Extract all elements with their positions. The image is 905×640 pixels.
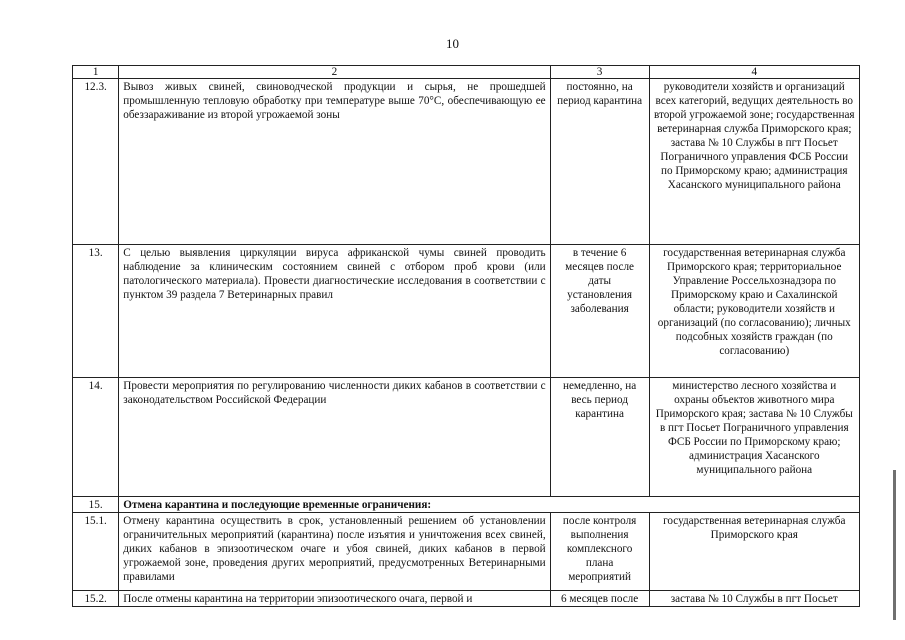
responsible-text: руководители хозяйств и организаций всех категорий, ведущих деятельность во второй угрожаемой зоне; государственная ветеринарная служба Приморского края; застава № 10 Службы в пгт Посьет Пограничного управления ФСБ России по Приморскому краю; администрация Хасанского муниципального района	[649, 79, 859, 245]
measure-text: С целью выявления циркуляции вируса африканской чумы свиней проводить наблюдение за клиническим состоянием свиней с отбором проб крови (или патологического материала). Провести диагностические исследования в соответствии с пунктом 39 раздела 7 Ветеринарных правил	[119, 245, 550, 378]
term-text: постоянно, на период карантина	[550, 79, 649, 245]
table-row	[73, 378, 860, 497]
table-header-row	[73, 66, 860, 79]
responsible-text: государственная ветеринарная служба Приморского края; территориальное Управление Россельхознадзора по Приморскому краю и Сахалинской области; руководители хозяйств и организаций (по согласованию); личных подсобных хозяйств граждан (по согласованию)	[649, 245, 859, 378]
page-number: 10	[446, 36, 459, 51]
table-row	[73, 591, 860, 607]
scan-edge-mark	[893, 470, 900, 620]
term-text: немедленно, на весь период карантина	[550, 378, 649, 497]
header-col-1: 1	[73, 66, 119, 79]
measure-text: Отмену карантина осуществить в срок, установленный решением об установлении ограничительных мероприятий (карантина) после изъятия и уничтожения всех свиней, диких кабанов в эпизоотическом очаге и убоя свиней, диких кабанов в первой угрожаемой зоне, проведения других мероприятий, предусмотренных Ветеринарными правилами	[119, 513, 550, 591]
measures-table	[72, 65, 860, 607]
header-col-2: 2	[119, 66, 550, 79]
responsible-text: министерство лесного хозяйства и охраны объектов животного мира Приморского края; застава № 10 Службы в пгт Посьет Пограничного управления ФСБ России по Приморскому краю; администрация Хасанского муниципального района	[649, 378, 859, 497]
row-number: 13.	[73, 245, 119, 378]
term-text: после контроля выполнения комплексного плана мероприятий	[550, 513, 649, 591]
row-number: 12.3.	[73, 79, 119, 245]
responsible-text: государственная ветеринарная служба Приморского края	[649, 513, 859, 591]
row-number: 15.2.	[73, 591, 119, 607]
header-col-4: 4	[649, 66, 859, 79]
responsible-text: застава № 10 Службы в пгт Посьет	[649, 591, 859, 607]
measure-text: Провести мероприятия по регулированию численности диких кабанов в соответствии с законодательством Российской Федерации	[119, 378, 550, 497]
term-text: в течение 6 месяцев после даты установления заболевания	[550, 245, 649, 378]
row-number: 15.1.	[73, 513, 119, 591]
table-row	[73, 79, 860, 245]
table-row	[73, 245, 860, 378]
measure-text: Вывоз живых свиней, свиноводческой продукции и сырья, не прошедшей промышленную тепловую обработку при температуре выше 70°С, обеспечивающую ее обеззараживание из второй угрожаемой зоны	[119, 79, 550, 245]
header-col-3: 3	[550, 66, 649, 79]
section-title: Отмена карантина и последующие временные ограничения:	[119, 497, 860, 513]
row-number: 15.	[73, 497, 119, 513]
measure-text: После отмены карантина на территории эпизоотического очага, первой и	[119, 591, 550, 607]
section-row	[73, 497, 860, 513]
table-row	[73, 513, 860, 591]
term-text: 6 месяцев после	[550, 591, 649, 607]
row-number: 14.	[73, 378, 119, 497]
